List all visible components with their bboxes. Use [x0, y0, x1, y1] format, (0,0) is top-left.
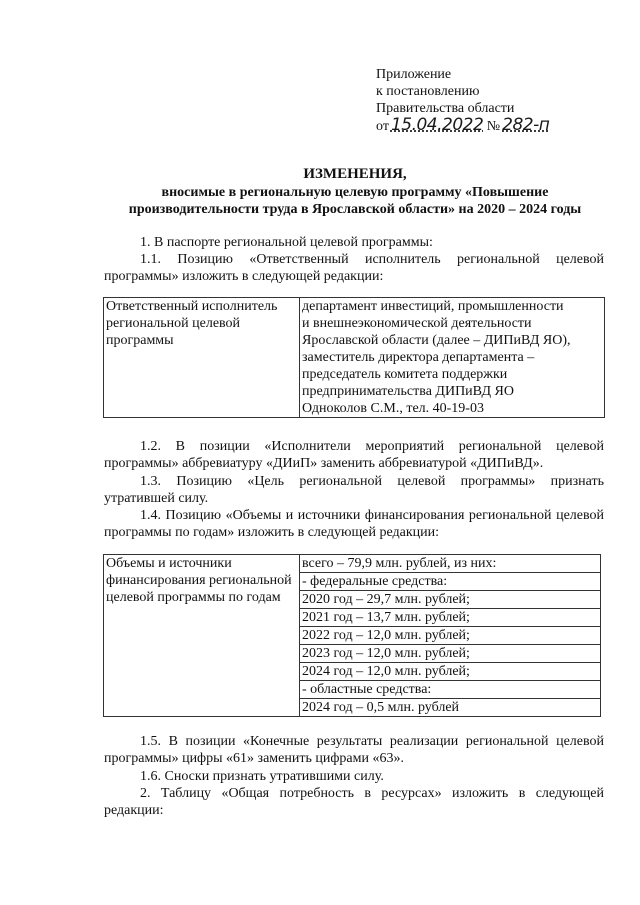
paragraph-1-5: 1.5. В позиции «Конечные результаты реализации региональной целевой программы» цифры «61» заменить цифрами «63». — [104, 734, 604, 766]
funding-table — [103, 554, 601, 717]
responsible-executor-table — [103, 297, 605, 418]
paragraph-1: 1. В паспорте региональной целевой программы: — [140, 235, 433, 250]
table2-line: 2021 год – 13,7 млн. рублей; — [300, 609, 600, 627]
appendix-line-3: Правительства области — [376, 101, 515, 116]
appendix-block — [376, 66, 549, 135]
table1-line: заместитель директора департамента – — [302, 350, 535, 365]
table2-line: всего – 79,9 млн. рублей, из них: — [300, 555, 600, 573]
paragraph-1-2: 1.2. В позиции «Исполнители мероприятий региональной целевой программы» аббревиатуру «ДИиП» заменить аббревиатурой «ДИПиВД». — [104, 439, 604, 471]
appendix-line-2: к постановлению — [376, 84, 480, 99]
table1-line: предпринимательства ДИПиВД ЯО — [302, 384, 514, 399]
table2-right-cell — [300, 555, 601, 717]
date-prefix: от — [376, 119, 389, 134]
table2-line: - областные средства: — [300, 681, 600, 699]
table1-line: Ярославской области (далее – ДИПиВД ЯО), — [302, 333, 571, 348]
table2-line: 2024 год – 12,0 млн. рублей; — [300, 663, 600, 681]
paragraph-2: 2. Таблицу «Общая потребность в ресурсах» изложить в следующей редакции: — [104, 786, 604, 818]
paragraph-1-4: 1.4. Позицию «Объемы и источники финансирования региональной целевой программы по годам» изложить в следующей редакции: — [104, 508, 604, 540]
table1-line: департамент инвестиций, промышленности — [302, 299, 564, 314]
paragraph-1-3: 1.3. Позицию «Цель региональной целевой программы» признать утратившей силу. — [104, 474, 604, 506]
table2-line: 2024 год – 0,5 млн. рублей — [302, 700, 460, 715]
paragraph-1-6: 1.6. Сноски признать утратившими силу. — [140, 769, 384, 784]
table2-left-cell — [104, 555, 300, 717]
document-subtitle: вносимые в региональную целевую программу «Повышение производительности труда в Ярославской области» на 2020 – 2024 годы — [128, 185, 582, 217]
table1-left-cell — [104, 298, 300, 418]
table2-left-text: Объемы и источники финансирования региональной целевой программы по годам — [106, 556, 292, 605]
table2-line: 2023 год – 12,0 млн. рублей; — [300, 645, 600, 663]
paragraph-1-1: 1.1. Позицию «Ответственный исполнитель региональной целевой программы» изложить в следующей редакции: — [104, 252, 604, 284]
table1-right-cell — [300, 298, 605, 418]
handwritten-date: 15.04.2022 — [390, 115, 484, 135]
handwritten-number: 282-п — [502, 115, 550, 135]
document-heading: ИЗМЕНЕНИЯ, — [303, 166, 407, 182]
table2-line: 2020 год – 29,7 млн. рублей; — [300, 591, 600, 609]
appendix-line-1: Приложение — [376, 67, 452, 82]
table1-left-text: Ответственный исполнитель региональной целевой программы — [106, 299, 278, 348]
table2-line: - федеральные средства: — [300, 573, 600, 591]
table1-line: и внешнеэкономической деятельности — [302, 316, 532, 331]
table2-line: 2022 год – 12,0 млн. рублей; — [300, 627, 600, 645]
appendix-date-line — [376, 117, 549, 135]
table1-line: председатель комитета поддержки — [302, 367, 508, 382]
table1-line: Одноколов С.М., тел. 40-19-03 — [302, 401, 484, 416]
number-sign: № — [486, 119, 501, 134]
